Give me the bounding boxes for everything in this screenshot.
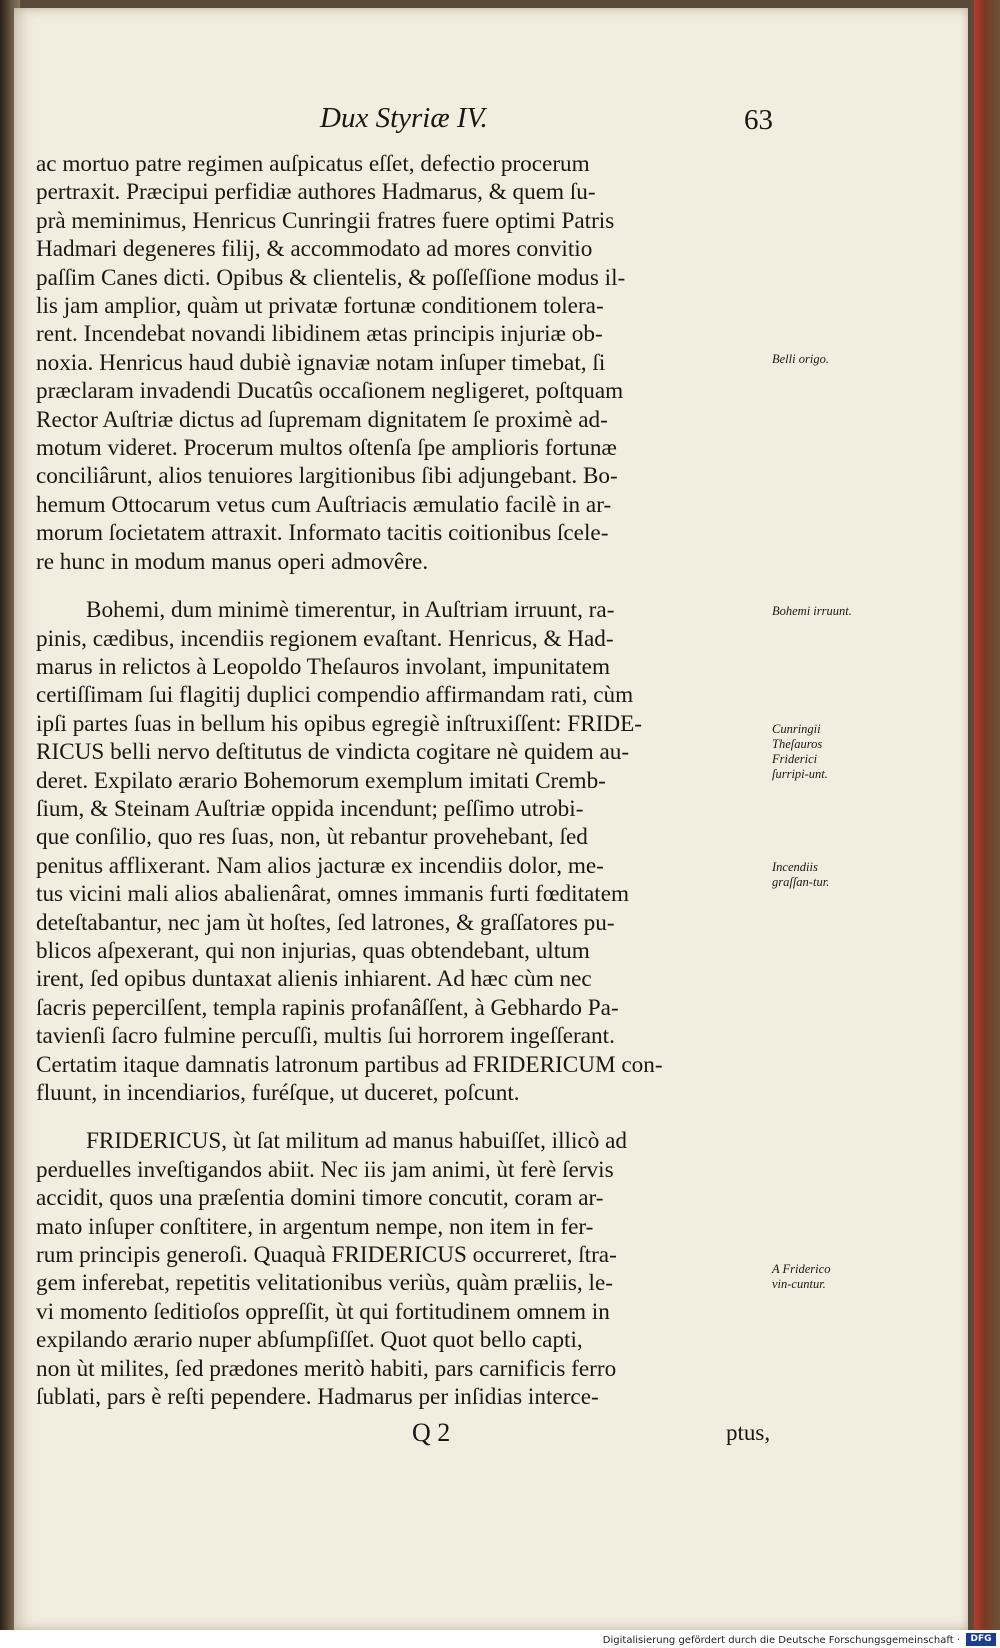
text-line: penitus afflixerant. Nam alios jacturæ ex incendiis dolor, me- xyxy=(36,852,604,879)
marginal-note-incendiis: Incendiis graſſan-tur. xyxy=(772,860,830,889)
book-binding-right xyxy=(974,0,1000,1648)
text-line: ſacris pepercilſent, templa rapinis profanâſſent, à Gebhardo Pa- xyxy=(36,994,619,1021)
text-line: non ùt milites, ſed prædones meritò habiti, pars carnificis ferro xyxy=(36,1355,617,1382)
page-number: 63 xyxy=(744,104,773,136)
text-line: gem inferebat, repetitis velitationibus veriùs, quàm præliis, le- xyxy=(36,1270,613,1297)
text-line: vi momento ſeditioſos oppreſſit, ùt qui fortitudinem omnem in xyxy=(36,1298,610,1325)
text-line: deteſtabantur, nec jam ùt hoſtes, ſed latrones, & graſſatores pu- xyxy=(36,909,615,936)
paragraph-2 xyxy=(36,596,784,1107)
text-line: rum principis generoſi. Quaquà FRIDERICUS occurreret, ſtra- xyxy=(36,1242,617,1269)
text-line: certiſſimam ſui flagitij duplici compendio affirmandam rati, cùm xyxy=(36,682,634,709)
paragraph-1 xyxy=(36,150,784,576)
text-line: re hunc in modum manus operi admovêre. xyxy=(36,548,429,575)
text-line: prà meminimus, Henricus Cunringii fratres fuere optimi Patris xyxy=(36,207,615,234)
signature-mark: Q 2 xyxy=(412,1418,451,1447)
text-line: hemum Ottocarum vetus cum Auſtriacis æmulatio facilè in ar- xyxy=(36,491,612,518)
text-line: ſublati, pars è reſti pependere. Hadmarus per inſidias interce- xyxy=(36,1384,599,1411)
text-line: irent, ſed opibus duntaxat alienis inhiarent. Ad hæc cùm nec xyxy=(36,966,592,993)
text-line: Bohemi, dum minimè timerentur, in Auſtriam irruunt, ra- xyxy=(86,597,615,624)
marginal-note-cunringii: Cunringii Theſauros Friderici ſurripi-unt. xyxy=(772,722,828,781)
running-title: Dux Styriæ IV. xyxy=(320,102,488,134)
text-line: Rector Auſtriæ dictus ad ſupremam dignitatem ſe proximè ad- xyxy=(36,406,608,433)
text-line: fluunt, in incendiarios, furéſque, ut duceret, poſcunt. xyxy=(36,1080,520,1106)
marginal-note-belli-origo: Belli origo. xyxy=(772,352,829,366)
main-text xyxy=(36,150,784,1411)
catchword: ptus, xyxy=(726,1420,771,1445)
text-line: que conſilio, quo res ſuas, non, ùt rebantur provehebant, ſed xyxy=(36,824,588,851)
text-line: pertraxit. Præcipui perfidiæ authores Hadmarus, & quem ſu- xyxy=(36,179,596,206)
text-line: mato inſuper conſtitere, in argentum nempe, non item in fer- xyxy=(36,1213,594,1240)
text-line: motum videret. Procerum multos oſtenſa ſpe amplioris fortunæ xyxy=(36,435,617,462)
digitization-footer xyxy=(0,1630,1000,1648)
digitization-note: Digitalisierung gefördert durch die Deutsche Forschungsgemeinschaft · xyxy=(602,1635,960,1646)
text-line: ipſi partes ſuas in bellum his opibus egregiè inſtruxiſſent: FRIDE- xyxy=(36,710,643,737)
text-line: accidit, quos una præſentia domini timore concutit, coram ar- xyxy=(36,1185,604,1212)
dfg-logo: DFG xyxy=(966,1633,996,1646)
text-line: ſium, & Steinam Auſtriæ oppida incendunt; peſſimo utrobi- xyxy=(36,795,584,822)
text-line: morum ſocietatem attraxit. Informato tacitis coitionibus ſcele- xyxy=(36,520,609,547)
text-line: præclaram invadendi Ducatûs occaſionem negligeret, poſtquam xyxy=(36,378,624,405)
marginal-note-a-friderico: A Friderico vin-cuntur. xyxy=(772,1262,831,1291)
text-line: RICUS belli nervo deſtitutus de vindicta cogitare nè quidem au- xyxy=(36,739,630,766)
paragraph-3 xyxy=(36,1127,784,1411)
marginal-note-bohemi-irruunt: Bohemi irruunt. xyxy=(772,604,852,618)
text-line: expilando ærario nuper abſumpſiſſet. Quot quot bello capti, xyxy=(36,1327,583,1354)
text-line: noxia. Henricus haud dubiè ignaviæ notam inſuper timebat, ſi xyxy=(36,349,606,376)
text-line: rent. Incendebat novandi libidinem ætas principis injuriæ ob- xyxy=(36,321,603,348)
text-line: blicos aſpexerant, qui non injurias, quas obtendebant, ultum xyxy=(36,937,590,964)
text-line: tus vicini mali alios abalienârat, omnes immanis furti fœditatem xyxy=(36,881,630,908)
text-line: deret. Expilato ærario Bohemorum exemplum imitati Cremb- xyxy=(36,767,606,794)
text-line: tavienſi ſacro fulmine percuſſi, multis ſui horrorem ingeſſerant. xyxy=(36,1023,615,1050)
text-line: marus in relictos à Leopoldo Theſauros involant, impunitatem xyxy=(36,653,610,680)
text-line: pinis, cædibus, incendiis regionem evaſtant. Henricus, & Had- xyxy=(36,625,614,652)
text-line: Hadmari degeneres filij, & accommodato ad mores convitio xyxy=(36,236,593,263)
text-line: FRIDERICUS, ùt ſat militum ad manus habuiſſet, illicò ad xyxy=(86,1128,628,1155)
text-line: paſſim Canes dicti. Opibus & clientelis, & poſſeſſione modus il- xyxy=(36,264,626,291)
text-line: Certatim itaque damnatis latronum partibus ad FRIDERICUM con- xyxy=(36,1051,663,1078)
text-line: lis jam amplior, quàm ut privatæ fortunæ conditionem tolera- xyxy=(36,293,604,320)
text-line: conciliârunt, alios tenuiores largitionibus ſibi adjungebant. Bo- xyxy=(36,463,618,490)
text-line: perduelles inveſtigandos abiit. Nec iis jam animi, ùt ferè ſervis xyxy=(36,1156,614,1183)
text-line: ac mortuo patre regimen auſpicatus eſſet, defectio procerum xyxy=(36,151,590,177)
